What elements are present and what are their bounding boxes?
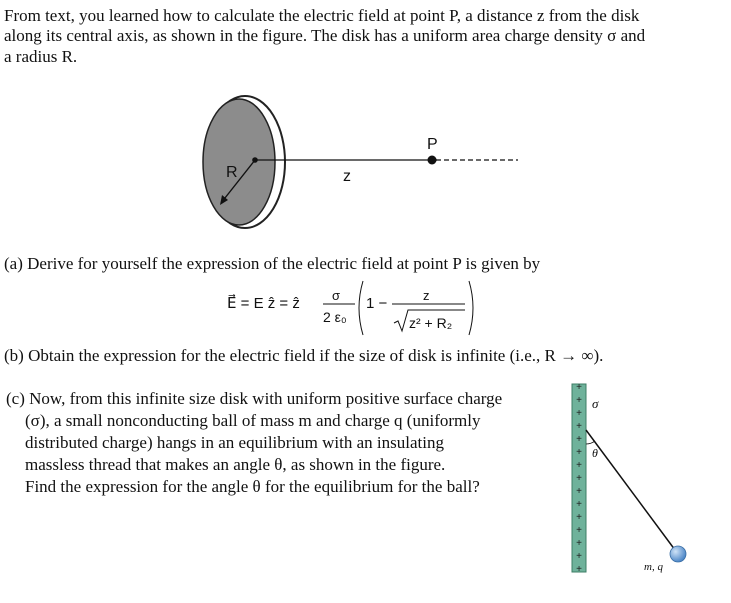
part-b-text: (b) Obtain the expression for the electric field if the size of disk is infinite (i.e., R → ∞). <box>4 346 604 365</box>
plate-plus-signs <box>576 382 582 575</box>
label-R: R <box>226 164 238 181</box>
intro-line-3: a radius R. <box>4 47 78 66</box>
label-theta: θ <box>592 446 598 460</box>
plus-sign: + <box>576 564 582 575</box>
plus-sign: + <box>576 512 582 523</box>
plus-sign: + <box>576 447 582 458</box>
intro-line-1: From text, you learned how to calculate the electric field at point P, a distance z from the disk <box>4 6 640 25</box>
eq-z: z <box>423 288 430 303</box>
disk-face <box>203 99 275 225</box>
point-P-dot <box>428 156 437 165</box>
charged-ball <box>670 546 686 562</box>
eq-sigma: σ <box>332 288 341 303</box>
plus-sign: + <box>576 486 582 497</box>
part-c-line-2: (σ), a small nonconducting ball of mass m and charge q (uniformly <box>25 411 481 430</box>
eq-two-eps: 2 ε₀ <box>323 309 347 325</box>
plate-figure <box>560 378 700 593</box>
plus-sign: + <box>576 538 582 549</box>
part-c-line-3: distributed charge) hangs in an equilibrium with an insulating <box>25 433 444 452</box>
plus-sign: + <box>576 499 582 510</box>
eq-paren-right <box>469 281 473 335</box>
plus-sign: + <box>576 460 582 471</box>
disk-figure <box>0 70 731 310</box>
plus-sign: + <box>576 395 582 406</box>
label-z: z <box>343 168 351 185</box>
equation <box>225 279 525 339</box>
label-P: P <box>427 136 438 153</box>
plus-sign: + <box>576 473 582 484</box>
thread <box>586 430 678 554</box>
plus-sign: + <box>576 408 582 419</box>
plus-sign: + <box>576 382 582 393</box>
part-c-line-1: (c) Now, from this infinite size disk with uniform positive surface charge <box>6 389 503 408</box>
eq-sqrt-body: z² + R₂ <box>409 315 453 331</box>
part-a-text: (a) Derive for yourself the expression of the electric field at point P is given by <box>4 254 541 273</box>
label-mq: m, q <box>644 561 663 573</box>
plus-sign: + <box>576 421 582 432</box>
part-c-line-5: Find the expression for the angle θ for the equilibrium for the ball? <box>25 477 480 496</box>
part-c-line-4: massless thread that makes an angle θ, as shown in the figure. <box>25 455 446 474</box>
plus-sign: + <box>576 434 582 445</box>
label-sigma: σ <box>592 396 599 411</box>
intro-line-2: along its central axis, as shown in the figure. The disk has a uniform area charge density σ and <box>4 26 646 45</box>
plus-sign: + <box>576 551 582 562</box>
plus-sign: + <box>576 525 582 536</box>
eq-one-minus: 1 − <box>366 295 388 312</box>
eq-paren-left <box>359 281 363 335</box>
angle-arc <box>586 441 595 444</box>
eq-lhs: E⃗ = E ẑ = ẑ <box>227 295 300 312</box>
